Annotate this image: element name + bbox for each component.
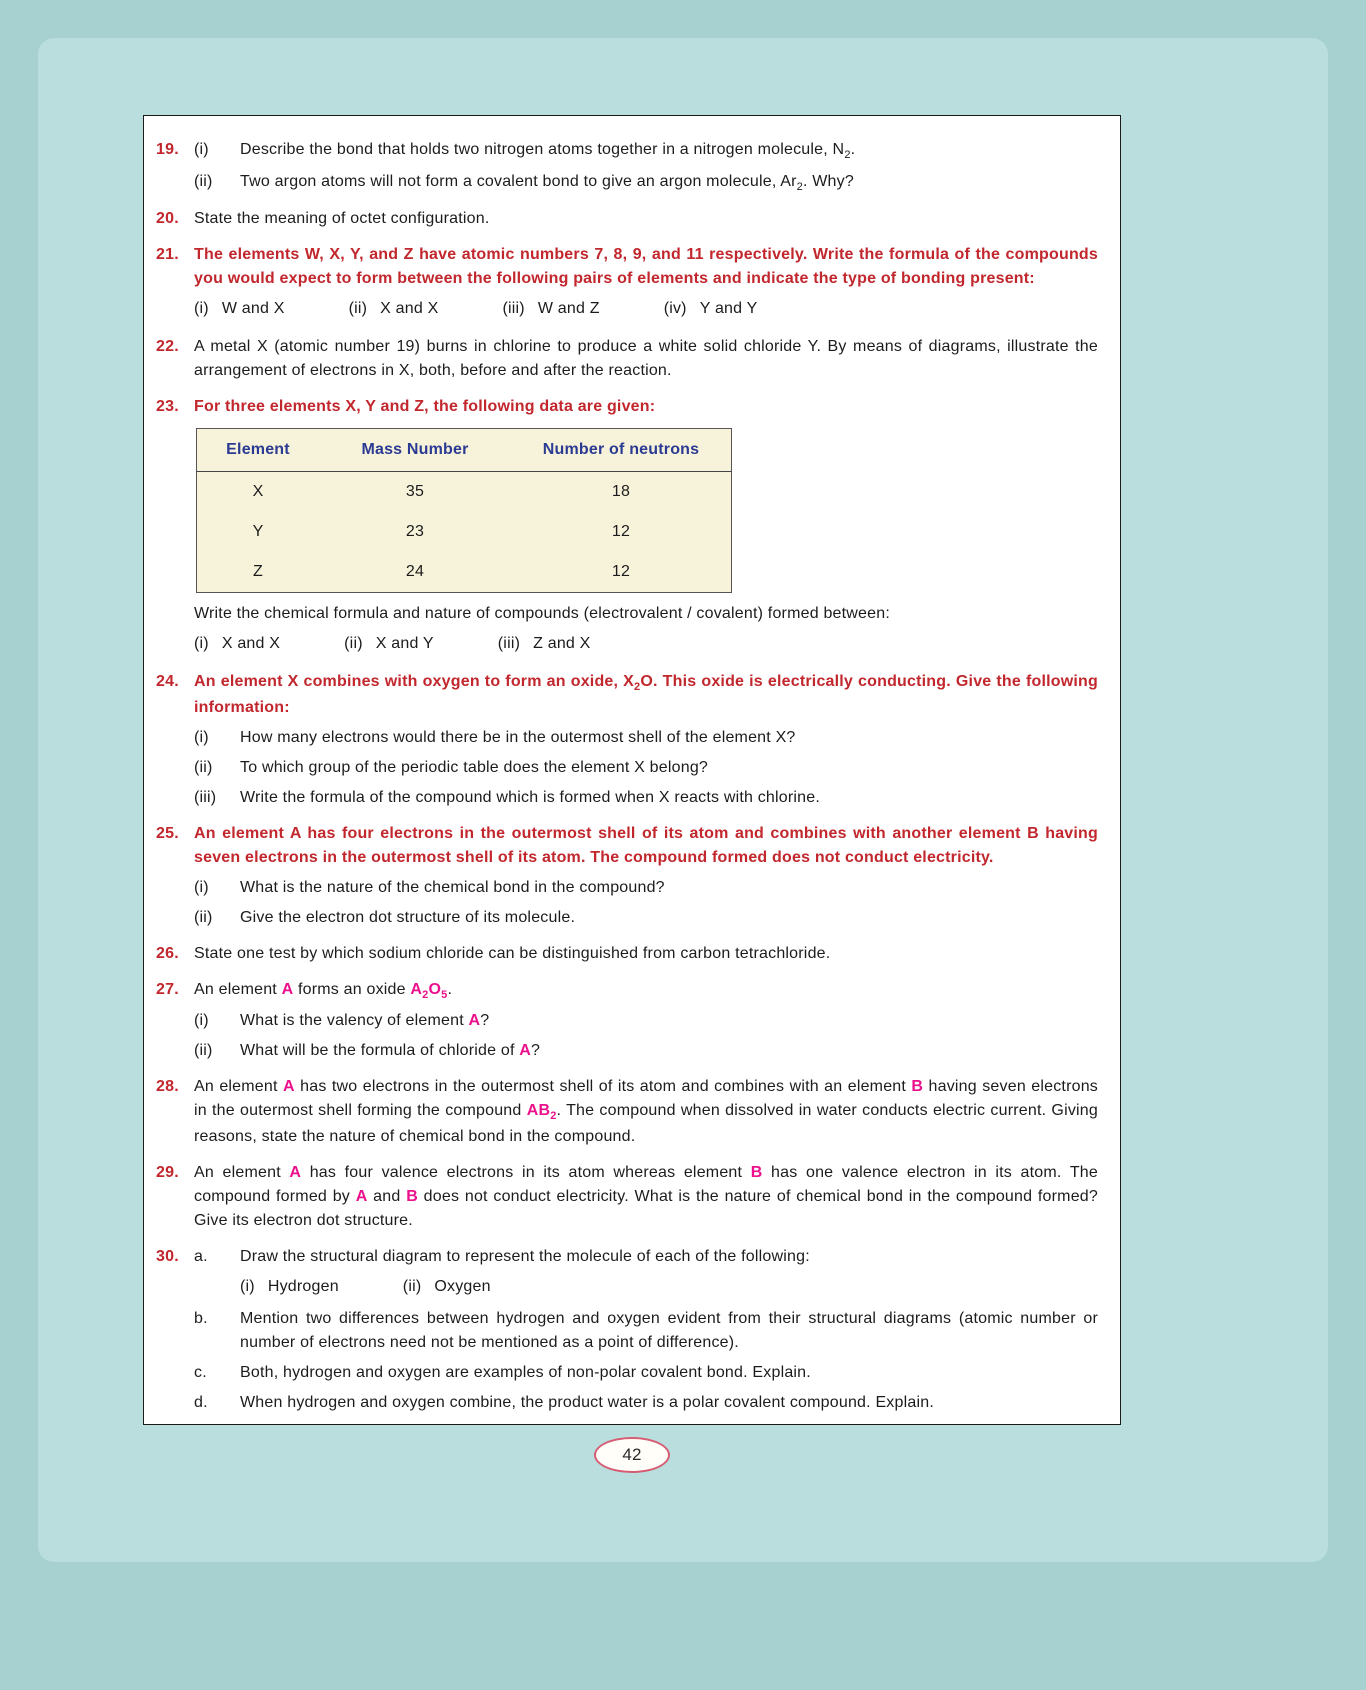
options-row	[194, 632, 1098, 656]
text-segment: An element	[194, 980, 282, 998]
highlight-text: 2	[550, 1110, 557, 1122]
option-text: X and Y	[375, 635, 434, 652]
sub-item	[194, 1039, 1098, 1063]
text-segment: The elements W, X, Y, and Z have atomic numbers 7, 8, 9, and 11 respectively. Write the formula of the compounds you would expect to form between the following pairs of elements and indicate the type of bonding present:	[194, 246, 1098, 287]
sub-item	[194, 876, 1098, 900]
page-number-badge	[594, 1437, 670, 1473]
highlight-text: A	[468, 1012, 481, 1029]
highlight-text: A	[519, 1042, 531, 1059]
question-item	[156, 329, 1098, 389]
text-segment: Give the electron dot structure of its molecule.	[240, 908, 576, 926]
question-number: 24.	[156, 673, 179, 690]
question-item	[156, 1069, 1098, 1155]
sub-item-label: b.	[194, 1309, 208, 1327]
text-segment: has two electrons in the outermost shell of its atom and combines with an element	[294, 1078, 912, 1095]
sub-item-label: (i)	[194, 728, 209, 746]
question-number: 23.	[156, 398, 179, 415]
option-label: (iv)	[663, 300, 687, 317]
question-item	[156, 972, 1098, 1070]
option-item	[240, 1275, 339, 1299]
sub-item-text	[240, 1039, 1098, 1063]
sub-item-text	[240, 1245, 1098, 1269]
sub-item	[194, 726, 1098, 750]
question-text	[194, 670, 1098, 720]
text-segment: An element X combines with oxygen to form an oxide, X	[194, 673, 635, 690]
option-text: W and Z	[537, 300, 600, 317]
sub-item-label: (ii)	[194, 908, 213, 926]
question-number: 25.	[156, 824, 179, 842]
sub-item	[194, 1307, 1098, 1355]
text-segment: A metal X (atomic number 19) burns in chlorine to produce a white solid chloride Y. By means of diagrams, illustrate the arrangement of electrons in X, both, before and after the reaction.	[194, 338, 1098, 379]
text-segment: Draw the structural diagram to represent the molecule of each of the following:	[240, 1247, 810, 1265]
text-segment: ?	[531, 1042, 541, 1059]
question-body	[194, 1069, 1098, 1155]
option-text: Y and Y	[699, 300, 758, 317]
question-item	[156, 1155, 1098, 1239]
sub-item-label: a.	[194, 1247, 208, 1265]
highlight-text: A	[289, 1163, 302, 1181]
text-segment: What will be the formula of chloride of	[240, 1042, 520, 1059]
table-header-cell: Element	[197, 429, 320, 472]
option-item	[194, 632, 280, 656]
question-item	[156, 1239, 1098, 1421]
text-segment: How many electrons would there be in the outermost shell of the element X?	[240, 728, 796, 746]
question-text	[194, 822, 1098, 870]
sub-item-text	[240, 1391, 1098, 1415]
sub-item	[194, 1245, 1098, 1269]
sub-item-label: (ii)	[194, 758, 213, 776]
question-body	[194, 132, 1098, 201]
option-label: (iii)	[497, 635, 521, 652]
highlight-text: A	[283, 1078, 295, 1095]
subscript-text: 2	[796, 180, 803, 193]
text-segment: ?	[480, 1012, 490, 1029]
table-header-row	[197, 429, 732, 472]
question-item	[156, 936, 1098, 972]
option-text: W and X	[221, 300, 285, 317]
sub-item	[194, 756, 1098, 780]
question-number: 19.	[156, 141, 179, 158]
text-segment: To which group of the periodic table does the element X belong?	[240, 758, 709, 776]
table-header-cell: Mass Number	[319, 429, 511, 472]
highlight-text: 2	[422, 988, 429, 1001]
text-segment: Mention two differences between hydrogen and oxygen evident from their structural diagrams (atomic number or number of electrons need not be mentioned as a point of difference).	[240, 1309, 1098, 1351]
question-text	[194, 602, 1098, 626]
table-cell: 35	[405, 483, 425, 500]
text-segment: forms an oxide	[293, 980, 411, 998]
question-number: 20.	[156, 210, 179, 227]
question-text	[194, 243, 1098, 291]
question-number: 22.	[156, 338, 179, 355]
text-segment: Describe the bond that holds two nitrogen atoms together in a nitrogen molecule, N	[240, 141, 845, 158]
text-segment: does not conduct electricity. What is the nature of chemical bond in the compound formed? Give its electron dot structure.	[194, 1187, 1099, 1229]
text-segment: State the meaning of octet configuration.	[194, 210, 490, 227]
table-cell: 23	[405, 523, 425, 540]
question-number: 21.	[156, 246, 179, 263]
table-header-cell: Number of neutrons	[511, 429, 732, 472]
question-body	[194, 237, 1098, 329]
text-segment: For three elements X, Y and Z, the following data are given:	[194, 398, 656, 415]
text-segment: . Why?	[802, 172, 854, 190]
content-box	[143, 115, 1121, 1425]
question-text	[194, 207, 1098, 231]
text-segment: and	[367, 1187, 407, 1205]
sub-item-label: d.	[194, 1393, 208, 1411]
option-label: (i)	[240, 1277, 255, 1295]
question-body	[194, 936, 1098, 972]
highlight-text: A	[281, 980, 294, 998]
option-label: (ii)	[344, 635, 363, 652]
question-text	[194, 978, 1098, 1004]
sub-item-text	[240, 1361, 1098, 1385]
sub-item-text	[240, 876, 1098, 900]
question-item	[156, 237, 1098, 329]
question-number: 30.	[156, 1247, 179, 1265]
question-text	[194, 1161, 1098, 1233]
table-cell: 24	[405, 563, 425, 580]
option-item	[403, 1275, 491, 1299]
option-text: X and X	[380, 300, 439, 317]
option-label: (ii)	[402, 1277, 422, 1295]
subscript-text: 2	[844, 149, 851, 161]
text-segment: .	[447, 980, 453, 998]
sub-item	[194, 138, 1098, 164]
option-text: Z and X	[533, 635, 591, 652]
question-body	[194, 389, 1098, 664]
questions-list	[156, 132, 1098, 1421]
option-text: Oxygen	[434, 1277, 491, 1295]
text-segment: . The compound when dissolved in water conducts electric current. Giving reasons, state the nature of chemical bond in the compound.	[194, 1102, 1098, 1145]
text-segment: has four valence electrons in its atom whereas element	[301, 1163, 751, 1181]
sub-item-label: (i)	[194, 1012, 209, 1029]
option-label: (iii)	[502, 300, 525, 317]
option-item	[194, 297, 285, 321]
sub-item-label: (i)	[194, 141, 209, 158]
sub-item-text	[240, 906, 1098, 930]
options-row	[194, 297, 1098, 321]
option-label: (i)	[194, 300, 209, 317]
table-row	[197, 552, 732, 593]
text-segment: Write the chemical formula and nature of compounds (electrovalent / covalent) formed between:	[194, 605, 890, 622]
sub-item	[194, 906, 1098, 930]
option-item	[349, 297, 439, 321]
text-segment: Two argon atoms will not form a covalent bond to give an argon molecule, Ar	[240, 172, 797, 190]
text-segment: .	[850, 141, 856, 158]
text-segment: An element A has four electrons in the outermost shell of its atom and combines with another element B having seven electrons in the outermost shell of its atom. The compound formed does not conduct electricity.	[194, 824, 1098, 866]
sub-item-text	[240, 786, 1098, 810]
question-item	[156, 389, 1098, 664]
highlight-text: A	[355, 1187, 368, 1205]
text-segment: Both, hydrogen and oxygen are examples of non-polar covalent bond. Explain.	[240, 1363, 811, 1381]
text-segment: Write the formula of the compound which is formed when X reacts with chlorine.	[240, 788, 821, 806]
sub-item-text	[240, 170, 1098, 196]
question-text	[194, 335, 1098, 383]
highlight-text: 5	[441, 988, 448, 1001]
text-segment: When hydrogen and oxygen combine, the product water is a polar covalent compound. Explain.	[240, 1393, 934, 1411]
question-body	[194, 816, 1098, 936]
text-segment: has one valence electron in its atom. The compound formed by	[194, 1163, 1098, 1205]
sub-item	[194, 786, 1098, 810]
text-segment: O. This oxide is electrically conducting. Give the following information:	[194, 673, 1098, 716]
question-text	[194, 395, 1098, 419]
highlight-text: B	[750, 1163, 763, 1181]
question-number: 28.	[156, 1078, 179, 1095]
sub-item-label: (ii)	[194, 1042, 213, 1059]
table-row	[197, 472, 732, 513]
sub-item	[194, 1361, 1098, 1385]
subscript-text: 2	[634, 681, 641, 693]
sub-item-text	[240, 726, 1098, 750]
option-text: Hydrogen	[267, 1277, 339, 1295]
question-body	[194, 201, 1098, 237]
sub-item-text	[240, 756, 1098, 780]
page-number: 42	[622, 1445, 642, 1464]
table-cell: X	[252, 483, 264, 500]
table-row	[197, 512, 732, 552]
question-body	[194, 664, 1098, 816]
question-body	[194, 1155, 1098, 1239]
question-body	[194, 329, 1098, 389]
question-item	[156, 664, 1098, 816]
sub-item-text	[240, 1307, 1098, 1355]
text-segment: An element	[194, 1163, 290, 1181]
text-segment: State one test by which sodium chloride can be distinguished from carbon tetrachloride.	[194, 944, 831, 962]
table-cell: Z	[253, 563, 263, 580]
question-number: 29.	[156, 1163, 179, 1181]
sub-item	[194, 1391, 1098, 1415]
question-body	[194, 972, 1098, 1070]
highlight-text: A	[410, 980, 423, 998]
option-label: (i)	[194, 635, 209, 652]
option-item	[344, 632, 434, 656]
text-segment: An element	[194, 1078, 283, 1095]
table-cell: 12	[611, 523, 631, 540]
sub-item-label: (iii)	[194, 788, 217, 806]
option-label: (ii)	[348, 300, 368, 317]
text-segment: What is the valency of element	[240, 1012, 469, 1029]
highlight-text: B	[911, 1078, 924, 1095]
text-segment: What is the nature of the chemical bond in the compound?	[240, 878, 665, 896]
highlight-text: B	[406, 1187, 418, 1205]
sub-item-text	[240, 138, 1098, 164]
highlight-text: AB	[526, 1102, 551, 1119]
option-item	[664, 297, 758, 321]
question-number: 27.	[156, 980, 179, 998]
options-row	[240, 1275, 1098, 1299]
question-body	[194, 1239, 1098, 1421]
table-cell: Y	[252, 523, 264, 540]
option-item	[498, 632, 591, 656]
data-table	[196, 428, 732, 593]
table-cell: 12	[611, 563, 631, 580]
sub-item-label: c.	[194, 1363, 207, 1381]
option-item	[503, 297, 600, 321]
sub-item-text	[240, 1009, 1098, 1033]
question-text	[194, 1075, 1098, 1149]
sub-item-label: (i)	[194, 878, 209, 896]
table-cell: 18	[611, 483, 631, 500]
question-number: 26.	[156, 944, 179, 962]
question-item	[156, 201, 1098, 237]
sub-item-label: (ii)	[194, 172, 213, 190]
question-item	[156, 132, 1098, 201]
question-item	[156, 816, 1098, 936]
option-text: X and X	[221, 635, 281, 652]
sub-item	[194, 1009, 1098, 1033]
sub-item	[194, 170, 1098, 196]
highlight-text: O	[428, 980, 442, 998]
question-text	[194, 942, 1098, 966]
text-segment: having seven electrons in the outermost shell forming the compound	[194, 1078, 1098, 1119]
